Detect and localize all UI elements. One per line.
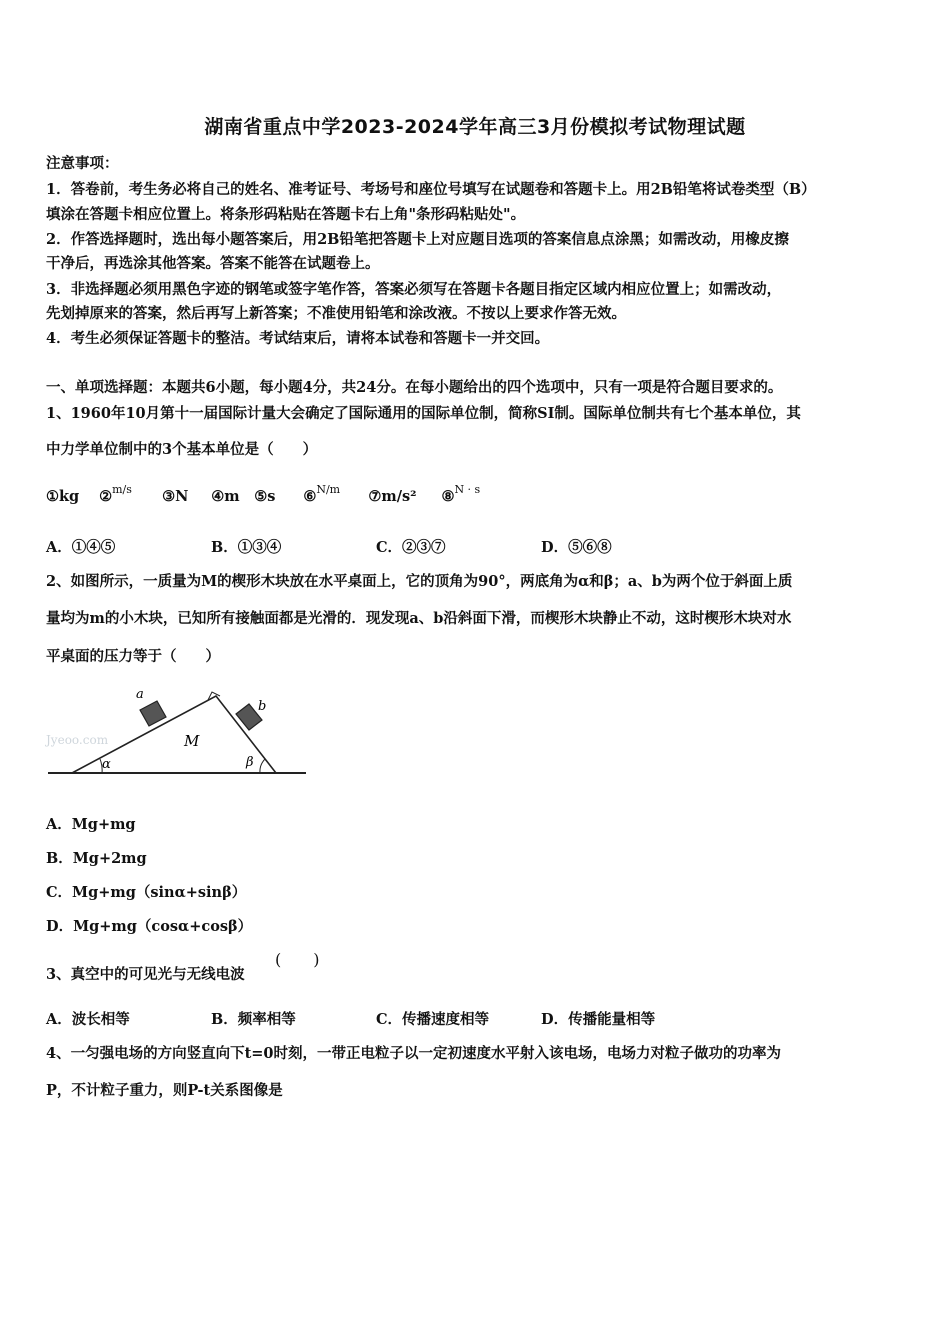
question-2-text: 平桌面的压力等于（ ） — [46, 648, 220, 665]
question-4-text: P，不计粒子重力，则P-t关系图像是 — [46, 1082, 283, 1099]
option-d[interactable]: D．传播能量相等 — [541, 1011, 656, 1028]
option-d[interactable]: D．⑤⑥⑧ — [541, 539, 612, 556]
question-3-paren: ( ) — [275, 950, 320, 969]
wedge-figure — [44, 680, 309, 780]
question-4-text: 4、一匀强电场的方向竖直向下t=0时刻，一带正电粒子以一定初速度水平射入该电场，电场力对粒子做功的功率为 — [46, 1045, 782, 1062]
notice-line: 1．答卷前，考生务必将自己的姓名、准考证号、考场号和座位号填写在试题卷和答题卡上。用2B铅笔将试卷类型（B） — [46, 181, 816, 198]
block-a — [140, 701, 166, 726]
option-b[interactable]: B．①③④ — [211, 539, 282, 556]
notice-line: 4．考生必须保证答题卡的整洁。考试结束后，请将本试卷和答题卡一并交回。 — [46, 330, 550, 347]
question-1-text: 中力学单位制中的3个基本单位是（ ） — [46, 441, 318, 458]
option-a[interactable]: A．波长相等 — [46, 1011, 130, 1028]
notice-heading: 注意事项： — [46, 155, 119, 172]
option-d[interactable]: D．Mg+mg（cosα+cosβ） — [46, 918, 253, 935]
notice-line: 3．非选择题必须用黑色字迹的钢笔或签字笔作答，答案必须写在答题卡各题目指定区域内相应位置上；如需改动， — [46, 281, 782, 298]
notice-line: 先划掉原来的答案，然后再写上新答案；不准使用铅笔和涂改液。不按以上要求作答无效。 — [46, 305, 626, 322]
beta-arc — [260, 759, 265, 773]
option-b[interactable]: B．频率相等 — [211, 1011, 296, 1028]
label-beta: β — [246, 755, 254, 770]
page-title: 湖南省重点中学2023-2024学年高三3月份模拟考试物理试题 — [204, 116, 746, 138]
question-2-text: 2、如图所示，一质量为M的楔形木块放在水平桌面上，它的顶角为90°，两底角为α和β；a、b为两个位于斜面上质 — [46, 573, 793, 590]
label-b: b — [258, 699, 267, 714]
unit-item: ①kg — [46, 488, 80, 505]
notice-line: 2．作答选择题时，选出每小题答案后，用2B铅笔把答题卡上对应题目选项的答案信息点涂黑；如需改动，用橡皮擦 — [46, 231, 789, 248]
notice-line: 填涂在答题卡相应位置上。将条形码粘贴在答题卡右上角"条形码粘贴处"。 — [46, 206, 526, 223]
question-1-options — [46, 536, 661, 557]
label-M: M — [184, 732, 200, 750]
unit-item: ③N — [162, 488, 189, 505]
label-a: a — [136, 687, 144, 702]
unit-item: ⑦m/s² — [368, 488, 417, 505]
label-alpha: α — [102, 757, 111, 772]
notice-line: 干净后，再选涂其他答案。答案不能答在试题卷上。 — [46, 255, 380, 272]
question-3-options — [46, 1008, 681, 1029]
section-heading: 一、单项选择题：本题共6小题，每小题4分，共24分。在每小题给出的四个选项中，只有一项是符合题目要求的。 — [46, 379, 783, 396]
option-c[interactable]: C．②③⑦ — [376, 539, 446, 556]
unit-item: ④m — [211, 488, 240, 505]
option-c[interactable]: C．传播速度相等 — [376, 1011, 490, 1028]
question-1-units — [46, 483, 501, 505]
unit-item: ⑤s — [254, 488, 276, 505]
question-1-text: 1、1960年10月第十一届国际计量大会确定了国际通用的国际单位制，简称SI制。国际单位制共有七个基本单位，其 — [46, 405, 801, 422]
watermark: Jyeoo.com — [46, 733, 109, 747]
unit-item: ⑥$^{N/m}$ — [303, 483, 341, 505]
option-c[interactable]: C．Mg+mg（sinα+sinβ） — [46, 884, 247, 901]
unit-item: ②$^{m/s}$ — [99, 483, 132, 505]
option-a[interactable]: A．Mg+mg — [46, 816, 136, 833]
question-2-text: 量均为m的小木块，已知所有接触面都是光滑的．现发现a、b沿斜面下滑，而楔形木块静止不动，这时楔形木块对水 — [46, 610, 792, 627]
option-a[interactable]: A．①④⑤ — [46, 539, 116, 556]
option-b[interactable]: B．Mg+2mg — [46, 850, 147, 867]
question-3-text: 3、真空中的可见光与无线电波 — [46, 966, 245, 983]
unit-item: ⑧$^{N \cdot s}$ — [441, 483, 481, 505]
